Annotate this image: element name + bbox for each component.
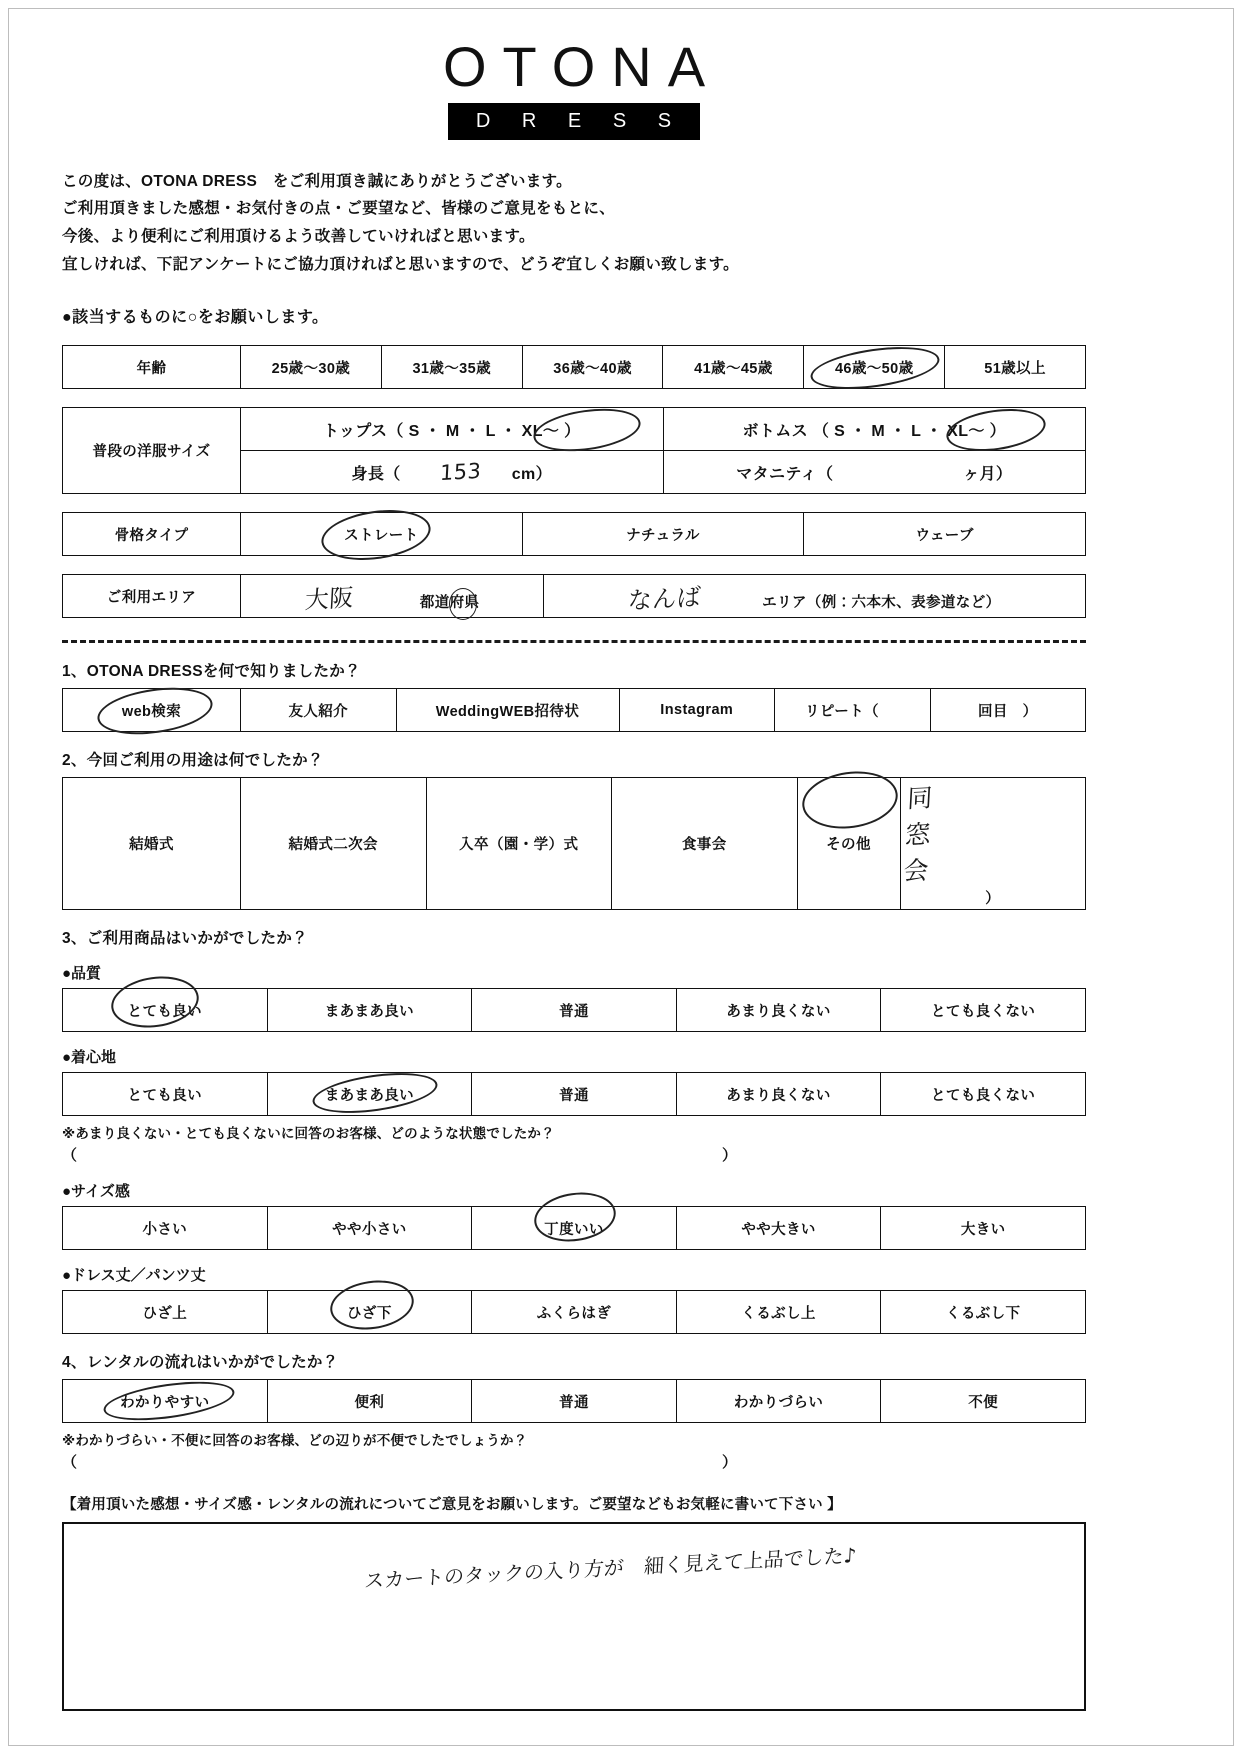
q1-repeat-count[interactable]: 回目 ） (930, 689, 1086, 732)
q2-option-other[interactable] (797, 778, 900, 910)
area-table (62, 574, 1086, 618)
size-label: 普段の洋服サイズ (63, 408, 241, 494)
q4-answer-field[interactable] (62, 1451, 1086, 1473)
q2-other-value-cell[interactable] (900, 778, 1086, 910)
length-option-above-knee[interactable]: ひざ上 (63, 1291, 268, 1334)
q3-quality-label: ●品質 (62, 965, 102, 983)
fit-option-large[interactable]: 大きい (881, 1207, 1086, 1250)
quality-option-very-good[interactable] (63, 989, 268, 1032)
intro-paragraph (62, 168, 1086, 278)
maternity-label: マタニティ（ (736, 465, 834, 483)
age-option-46-50-label: 46歳～50歳 (834, 360, 914, 377)
brand-logo (62, 35, 1086, 140)
table-row (63, 989, 1086, 1032)
age-option-46-50[interactable] (804, 346, 945, 389)
quality-option-very-bad[interactable]: とても良くない (881, 989, 1086, 1032)
q4-option-inconvenient[interactable]: 不便 (881, 1380, 1086, 1423)
table-row (63, 575, 1086, 618)
bottoms-size-label: ボトムス （ S ・ M ・ L ・ XL～ ） (742, 422, 1007, 440)
q3-comfort-table (62, 1072, 1086, 1116)
quality-option-normal[interactable]: 普通 (472, 989, 677, 1032)
quality-option-not-good[interactable]: あまり良くない (676, 989, 881, 1032)
final-comment-box[interactable] (62, 1522, 1086, 1711)
q1-option-web[interactable] (63, 689, 241, 732)
age-table (62, 345, 1086, 389)
q4-open-paren: （ (62, 1454, 78, 1472)
comfort-option-fairly-good[interactable] (267, 1073, 472, 1116)
q1-table (62, 688, 1086, 732)
fit-option-just-right-label: 丁度いい (544, 1221, 604, 1238)
comfort-option-very-bad[interactable]: とても良くない (881, 1073, 1086, 1116)
q1-option-weddingweb[interactable]: WeddingWEB招待状 (396, 689, 619, 732)
fit-option-slightly-small[interactable]: やや小さい (267, 1207, 472, 1250)
fit-option-slightly-large[interactable]: やや大きい (676, 1207, 881, 1250)
size-table (62, 407, 1086, 494)
bone-option-wave[interactable]: ウェーブ (804, 513, 1086, 556)
comfort-option-normal[interactable]: 普通 (472, 1073, 677, 1116)
area-label: ご利用エリア (63, 575, 241, 618)
area-value: なんば (627, 582, 703, 615)
bone-option-straight-label: ストレート (344, 527, 419, 544)
table-row (63, 1380, 1086, 1423)
length-option-below-knee-label: ひざ下 (347, 1305, 392, 1322)
table-row (63, 778, 1086, 910)
tops-size-label: トップス（ S ・ M ・ L ・ XL～ ） (322, 422, 581, 440)
age-option-31-35[interactable]: 31歳～35歳 (381, 346, 522, 389)
bone-option-natural[interactable]: ナチュラル (522, 513, 804, 556)
height-cell[interactable] (241, 451, 664, 494)
bone-type-section (62, 512, 1086, 556)
q4-title: 4、レンタルの流れはいかがでしたか？ (62, 1354, 339, 1372)
table-row (63, 1073, 1086, 1116)
table-row (63, 689, 1086, 732)
age-option-36-40[interactable]: 36歳～40歳 (522, 346, 663, 389)
q2-other-value: 同窓会 (902, 783, 934, 886)
prefecture-value: 大阪 (303, 583, 354, 614)
q1-option-repeat[interactable]: リピート（ (775, 689, 931, 732)
q3-fit-label: ●サイズ感 (62, 1183, 130, 1201)
brand-name: OTONA (442, 35, 722, 98)
q1-option-instagram[interactable]: Instagram (619, 689, 775, 732)
bottoms-size-cell[interactable] (663, 408, 1086, 451)
q3-comfort-label: ●着心地 (62, 1049, 117, 1067)
q2-title: 2、今回ご利用の用途は何でしたか？ (62, 752, 324, 770)
bone-type-label: 骨格タイプ (63, 513, 241, 556)
age-section (62, 345, 1086, 389)
selection-circle (798, 766, 901, 835)
bone-type-table (62, 512, 1086, 556)
height-label: 身長（ (351, 466, 401, 484)
area-section (62, 574, 1086, 618)
q2-other-close-paren: ） (985, 891, 1001, 908)
brand-subtitle: D R E S S (448, 103, 700, 140)
age-option-51-plus[interactable]: 51歳以上 (945, 346, 1086, 389)
tops-size-cell[interactable] (241, 408, 664, 451)
area-name-cell[interactable] (544, 575, 1086, 618)
q4-option-normal[interactable]: 普通 (472, 1380, 677, 1423)
q2-option-dinner[interactable]: 食事会 (612, 778, 798, 910)
section-divider (62, 640, 1086, 643)
q4-table (62, 1379, 1086, 1423)
q3-comfort-answer-field[interactable] (62, 1144, 1086, 1166)
q1-option-web-label: web検索 (121, 703, 182, 720)
age-option-25-30[interactable]: 25歳～30歳 (241, 346, 382, 389)
q4-note: ※わかりづらい・不便に回答のお客様、どの辺りが不便でしたでしょうか？ (62, 1433, 528, 1449)
fit-option-small[interactable]: 小さい (63, 1207, 268, 1250)
q4-option-easy[interactable] (63, 1380, 268, 1423)
height-unit: cm） (511, 466, 553, 484)
q1-option-friend[interactable]: 友人紹介 (241, 689, 397, 732)
table-row (63, 1207, 1086, 1250)
maternity-unit: ヶ月） (963, 465, 1013, 483)
bone-option-straight[interactable] (241, 513, 523, 556)
comfort-option-very-good[interactable]: とても良い (63, 1073, 268, 1116)
quality-option-fairly-good[interactable]: まあまあ良い (267, 989, 472, 1032)
length-option-below-knee[interactable] (267, 1291, 472, 1334)
comfort-option-fairly-good-label: まあまあ良い (324, 1087, 415, 1104)
q3-fit-table (62, 1206, 1086, 1250)
q3-comfort-note: ※あまり良くない・とても良くないに回答のお客様、どのような状態でしたか？ (62, 1126, 555, 1142)
q3-length-label: ●ドレス丈／パンツ丈 (62, 1267, 206, 1285)
intro-line-3: 今後、より便利にご利用頂けるよう改善していければと思います。 (62, 227, 535, 245)
q4-option-easy-label: わかりやすい (120, 1394, 210, 1411)
quality-option-very-good-label: とても良い (127, 1003, 203, 1020)
area-caption: エリア（例：六本木、表参道など） (762, 594, 1001, 611)
size-section (62, 407, 1086, 494)
q2-option-other-label: その他 (826, 837, 871, 854)
prefecture-cell[interactable] (241, 575, 544, 618)
q3-comfort-open-paren: （ (62, 1147, 78, 1165)
q3-title: 3、ご利用商品はいかがでしたか？ (62, 930, 308, 948)
prefecture-caption-wrap (420, 595, 480, 611)
final-comment-title: 【着用頂いた感想・サイズ感・レンタルの流れについてご意見をお願いします。ご要望などもお気軽に書いて下さい 】 (62, 1497, 842, 1514)
table-row (63, 408, 1086, 451)
age-option-41-45[interactable]: 41歳～45歳 (663, 346, 804, 389)
intro-line-2: ご利用頂きました感想・お気付きの点・ご要望など、皆様のご意見をもとに、 (62, 200, 616, 218)
length-option-above-ankle[interactable]: くるぶし上 (676, 1291, 881, 1334)
q1-title: 1、OTONA DRESSを何で知りましたか？ (62, 663, 361, 681)
q3-comfort-close-paren: ） (722, 1147, 738, 1165)
maternity-cell[interactable] (663, 451, 1086, 494)
length-option-calf[interactable]: ふくらはぎ (472, 1291, 677, 1334)
fit-option-just-right[interactable] (472, 1207, 677, 1250)
length-option-below-ankle[interactable]: くるぶし下 (881, 1291, 1086, 1334)
q2-option-ceremony[interactable]: 入卒（園・学）式 (426, 778, 612, 910)
table-row (63, 346, 1086, 389)
q2-option-afterparty[interactable]: 結婚式二次会 (241, 778, 427, 910)
q2-table (62, 777, 1086, 910)
q4-option-confusing[interactable]: わかりづらい (676, 1380, 881, 1423)
table-row (63, 1291, 1086, 1334)
prefecture-caption: 都道府県 (419, 594, 480, 611)
final-comment-text: スカートのタックの入り方が 細く見えて上品でした♪ (363, 1543, 857, 1594)
q4-close-paren: ） (722, 1454, 738, 1472)
intro-line-4: 宜しければ、下記アンケートにご協力頂ければと思いますので、どうぞ宜しくお願い致します。 (62, 255, 739, 273)
instruction-line: ●該当するものに○をお願いします。 (62, 309, 329, 327)
q3-quality-table (62, 988, 1086, 1032)
comfort-option-not-good[interactable]: あまり良くない (676, 1073, 881, 1116)
age-label: 年齢 (63, 346, 241, 389)
q4-option-convenient[interactable]: 便利 (267, 1380, 472, 1423)
table-row (63, 513, 1086, 556)
height-value: 153 (438, 458, 482, 486)
intro-line-1: この度は、OTONA DRESS をご利用頂き誠にありがとうございます。 (62, 172, 572, 190)
q3-length-table (62, 1290, 1086, 1334)
q2-option-wedding[interactable]: 結婚式 (63, 778, 241, 910)
